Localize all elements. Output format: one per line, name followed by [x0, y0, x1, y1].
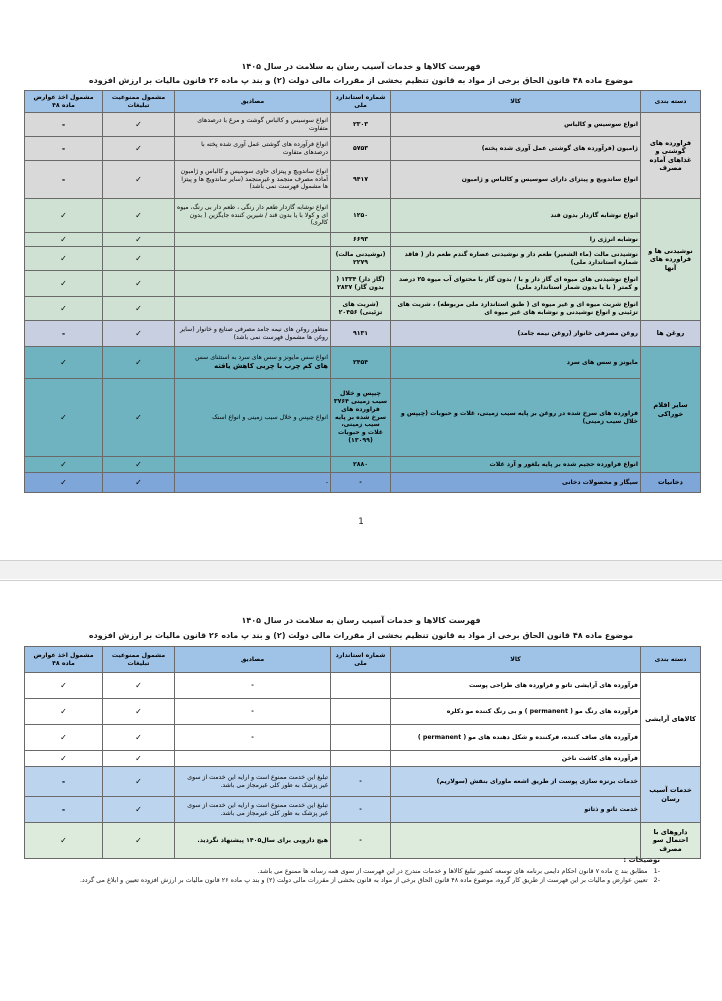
page-title: فهرست کالاها و خدمات آسیب رسان به سلامت در سال ۱۴۰۵: [241, 62, 481, 71]
item-cell: انواع ساندویچ و پیتزای دارای سوسیس و کالباس و ژامبون: [391, 161, 641, 199]
table-header-row: [25, 91, 701, 113]
examples-cell: انواع نوشابه گازدار طعم دار رنگی ، طعم دار بی رنگ، میوه ای و کولا با یا بدون قند / شیرین کننده جایگزین ( بدون کالری): [175, 199, 331, 233]
code-cell: ۶۶۹۳: [331, 233, 391, 247]
ad-ban-cell: ✓: [103, 321, 175, 347]
note-item: [30, 876, 660, 885]
col-header-tax: مشمول اخذ عوارض ماده ۴۸: [25, 647, 103, 673]
code-cell: [331, 725, 391, 751]
code-cell: ۲۳۰۳: [331, 113, 391, 137]
ad-ban-cell: ✓: [103, 725, 175, 751]
col-header-ad-ban: مشمول ممنوعیت تبلیغات: [103, 647, 175, 673]
table-row: [25, 137, 701, 161]
col-header-item: کالا: [391, 91, 641, 113]
item-cell: فرآورده های آرایشی تاتو و فراورده های طراحی پوست: [391, 673, 641, 699]
item-cell: سیگار و محصولات دخانی: [391, 473, 641, 493]
col-header-examples: مصادیق: [175, 647, 331, 673]
table-row: [25, 797, 701, 823]
examples-cell: [175, 457, 331, 473]
category-cell: فراورده های گوشتی و غذاهای آماده مصرف: [641, 113, 701, 199]
code-cell: [331, 699, 391, 725]
tax-cell: -: [25, 137, 103, 161]
page-subtitle: موضوع ماده ۴۸ قانون الحاق برخی از مواد به قانون تنظیم بخشی از مقررات مالی دولت (۲) و بند پ ماده ۲۶ قانون مالیات بر ارزش افزوده: [88, 76, 634, 85]
table-row: [25, 199, 701, 233]
examples-text: انواع سس مایونز و سس های سرد به استثنای سس: [195, 354, 328, 362]
examples-cell: -: [175, 473, 331, 493]
table-row: [25, 751, 701, 767]
tax-cell: ✓: [25, 247, 103, 271]
code-cell: ۵۷۵۳: [331, 137, 391, 161]
examples-highlight: های کم چرب با چربی کاهش یافته: [214, 362, 328, 371]
category-cell: سایر اقلام خوراکی: [641, 347, 701, 473]
notes-section: [30, 855, 660, 886]
table-row: [25, 247, 701, 271]
item-cell: انواع فراورده حجیم شده بر پایه بلغور و آرد غلات: [391, 457, 641, 473]
code-cell: (نوشیدنی مالت) ۲۲۷۹: [331, 247, 391, 271]
col-header-item: کالا: [391, 647, 641, 673]
table-row: [25, 297, 701, 321]
tax-cell: ✓: [25, 379, 103, 457]
table-row: [25, 347, 701, 379]
tax-cell: ✓: [25, 347, 103, 379]
ad-ban-cell: ✓: [103, 233, 175, 247]
item-cell: انواع نوشابه گازدار بدون قند: [391, 199, 641, 233]
page-subtitle: موضوع ماده ۴۸ قانون الحاق برخی از مواد به قانون تنظیم بخشی از مقررات مالی دولت (۲) و بند پ ماده ۲۶ قانون مالیات بر ارزش افزوده: [88, 631, 634, 640]
code-cell: ۲۴۵۴: [331, 347, 391, 379]
examples-cell: -: [175, 699, 331, 725]
code-cell: ۱۲۵۰: [331, 199, 391, 233]
ad-ban-cell: ✓: [103, 699, 175, 725]
note-text: مطابق بند ج ماده ۷ قانون احکام دایمی برنامه های توسعه کشور تبلیغ کالاها و خدمات مندرج در این فهرست از سوی همه رسانه ها ممنوع می باشد.: [257, 867, 648, 876]
page-separator: [0, 561, 722, 579]
examples-cell: [175, 347, 331, 379]
tax-cell: ✓: [25, 699, 103, 725]
code-cell: [331, 673, 391, 699]
ad-ban-cell: ✓: [103, 113, 175, 137]
examples-cell: انواع چیپس و خلال سیب زمینی و انواع اسنک: [175, 379, 331, 457]
examples-cell: منظور روغن های نیمه جامد مصرفی صنایع و خانوار (سایر روغن ها مشمول فهرست نمی باشد): [175, 321, 331, 347]
page-title: فهرست کالاها و خدمات آسیب رسان به سلامت در سال ۱۴۰۵: [241, 616, 481, 625]
tax-cell: ✓: [25, 199, 103, 233]
category-cell: نوشیدنی ها و فراورده های آنها: [641, 199, 701, 321]
tax-cell: ✓: [25, 233, 103, 247]
col-header-code: شماره استاندارد ملی: [331, 647, 391, 673]
code-cell: -: [331, 473, 391, 493]
examples-cell: -: [175, 725, 331, 751]
code-cell: چیپس و خلال سیب زمینی ۳۷۶۴ فراورده های سرخ شده بر پایه سیب زمینی، غلات و حبوبات (۱۳۰۹۹): [331, 379, 391, 457]
item-cell: روغن مصرفی خانوار (روغن نیمه جامد): [391, 321, 641, 347]
examples-cell: تبلیغ این خدمت ممنوع است و ارایه این خدمت از سوی غیر پزشک به طور کلی غیرمجاز می باشد.: [175, 797, 331, 823]
table-row: [25, 473, 701, 493]
page-number: 1: [358, 517, 364, 527]
ad-ban-cell: ✓: [103, 457, 175, 473]
note-text: تعیین عوارض و مالیات بر این فهرست از طریق کار گروه، موضوع ماده ۴۸ قانون الحاق برخی از مواد به قانون بخشی از مقررات مالی دولت (۲) و بند پ ماده ۲۶ قانون مالیات بر ارزش افزوده تعیین و ابلاغ می گردد.: [79, 876, 648, 885]
tax-cell: ✓: [25, 673, 103, 699]
examples-cell: [175, 233, 331, 247]
table-row: [25, 699, 701, 725]
item-cell: فرآورده های کاشت ناخن: [391, 751, 641, 767]
category-cell: کالاهای آرایشی: [641, 673, 701, 767]
ad-ban-cell: ✓: [103, 271, 175, 297]
items-table-page-1: [24, 90, 701, 493]
ad-ban-cell: ✓: [103, 823, 175, 859]
category-cell: داروهای با احتمال سو مصرف: [641, 823, 701, 859]
ad-ban-cell: ✓: [103, 797, 175, 823]
tax-cell: -: [25, 321, 103, 347]
table-row: [25, 113, 701, 137]
code-cell: (شربت های تزئینی) ۲۰۴۵۶: [331, 297, 391, 321]
table-row: [25, 379, 701, 457]
tax-cell: ✓: [25, 725, 103, 751]
code-cell: ۹۱۳۱: [331, 321, 391, 347]
examples-cell: تبلیغ این خدمت ممنوع است و ارایه این خدمت از سوی غیر پزشک به طور کلی غیرمجاز می باشد.: [175, 767, 331, 797]
tax-cell: ✓: [25, 297, 103, 321]
table-row: [25, 767, 701, 797]
col-header-category: دسته بندی: [641, 647, 701, 673]
code-cell: -: [331, 797, 391, 823]
code-cell: (گاز دار) ۱۳۳۴ ( بدون گاز) ۲۸۳۷: [331, 271, 391, 297]
table-row: [25, 823, 701, 859]
ad-ban-cell: ✓: [103, 347, 175, 379]
table-row: [25, 321, 701, 347]
table-row: [25, 673, 701, 699]
table-row: [25, 457, 701, 473]
item-cell: نوشیدنی مالت (ماء الشعیر) طعم دار و نوشیدنی عصاره گندم طعم دار ( فاقد شماره استاندارد ملی): [391, 247, 641, 271]
table-row: [25, 233, 701, 247]
ad-ban-cell: ✓: [103, 751, 175, 767]
code-cell: ۹۴۱۷: [331, 161, 391, 199]
code-cell: ۲۸۸۰: [331, 457, 391, 473]
code-cell: -: [331, 823, 391, 859]
ad-ban-cell: ✓: [103, 379, 175, 457]
tax-cell: -: [25, 113, 103, 137]
tax-cell: -: [25, 161, 103, 199]
col-header-code: شماره استاندارد ملی: [331, 91, 391, 113]
table-row: [25, 725, 701, 751]
tax-cell: ✓: [25, 271, 103, 297]
ad-ban-cell: ✓: [103, 161, 175, 199]
item-cell: انواع نوشیدنی های میوه ای گاز دار و با / بدون گاز با محتوای آب میوه ۲۵ درصد و کمتر ( با یا بدون شمار استاندارد ملی): [391, 271, 641, 297]
note-number: -2: [653, 876, 660, 885]
note-number: -1: [653, 867, 660, 876]
examples-cell: انواع سوسیس و کالباس گوشت و مرغ با درصدهای متفاوت: [175, 113, 331, 137]
code-cell: -: [331, 767, 391, 797]
col-header-examples: مصادیق: [175, 91, 331, 113]
col-header-tax: مشمول اخذ عوارض ماده ۴۸: [25, 91, 103, 113]
item-cell: [391, 823, 641, 859]
ad-ban-cell: ✓: [103, 137, 175, 161]
item-cell: نوشابه انرژی زا: [391, 233, 641, 247]
item-cell: خدمات برنزه سازی پوست از طریق اشعه ماورای بنفش (سولاریم): [391, 767, 641, 797]
col-header-category: دسته بندی: [641, 91, 701, 113]
notes-heading: توضیحات :: [623, 856, 660, 864]
table-header-row: [25, 647, 701, 673]
category-cell: خدمات آسیب رسان: [641, 767, 701, 823]
examples-cell: [175, 247, 331, 271]
item-cell: انواع شربت میوه ای و غیر میوه ای ( طبق استاندارد ملی مربوطه) ، شربت های تزئینی و انواع نوشیدنی و نوشابه های غیر میوه ای: [391, 297, 641, 321]
item-cell: فرآورده های رنگ مو ( permanent ) و بی رنگ کننده مو دکلره: [391, 699, 641, 725]
examples-cell: انواع ساندویچ و پیتزای حاوی سوسیس و کالباس و ژامبون آماده مصرف منجمد و غیرمنجمد (سایر ساندویچ ها و پیتزا ها مشمول فهرست نمی باشد): [175, 161, 331, 199]
examples-cell: [175, 271, 331, 297]
item-cell: فرآورده های صاف کننده، فرکننده و شکل دهنده های مو ( permanent ): [391, 725, 641, 751]
examples-cell: هیچ دارویی برای سال۱۴۰۵ پیشنهاد نگردید.: [175, 823, 331, 859]
ad-ban-cell: ✓: [103, 473, 175, 493]
category-cell: دخانیات: [641, 473, 701, 493]
note-item: [30, 867, 660, 876]
examples-cell: [175, 297, 331, 321]
tax-cell: ✓: [25, 823, 103, 859]
category-cell: روغن ها: [641, 321, 701, 347]
item-cell: خدمت تاتو و ذتاتو: [391, 797, 641, 823]
tax-cell: -: [25, 797, 103, 823]
item-cell: انواع سوسیس و کالباس: [391, 113, 641, 137]
ad-ban-cell: ✓: [103, 673, 175, 699]
table-row: [25, 271, 701, 297]
ad-ban-cell: ✓: [103, 767, 175, 797]
items-table-page-2: [24, 646, 701, 859]
code-cell: [331, 751, 391, 767]
table-row: [25, 161, 701, 199]
item-cell: فراورده های سرخ شده در روغن بر پایه سیب زمینی، غلات و حبوبات (چیپس و خلال سیب زمینی): [391, 379, 641, 457]
ad-ban-cell: ✓: [103, 297, 175, 321]
tax-cell: ✓: [25, 457, 103, 473]
col-header-ad-ban: مشمول ممنوعیت تبلیغات: [103, 91, 175, 113]
tax-cell: ✓: [25, 473, 103, 493]
examples-cell: انواع فرآورده های گوشتی عمل آوری شده پخته با درصدهای متفاوت: [175, 137, 331, 161]
tax-cell: ✓: [25, 751, 103, 767]
ad-ban-cell: ✓: [103, 199, 175, 233]
item-cell: مایونز و سس های سرد: [391, 347, 641, 379]
tax-cell: -: [25, 767, 103, 797]
item-cell: ژامبون (فرآورده های گوشتی عمل آوری شده پخته): [391, 137, 641, 161]
examples-cell: [175, 751, 331, 767]
examples-cell: -: [175, 673, 331, 699]
ad-ban-cell: ✓: [103, 247, 175, 271]
